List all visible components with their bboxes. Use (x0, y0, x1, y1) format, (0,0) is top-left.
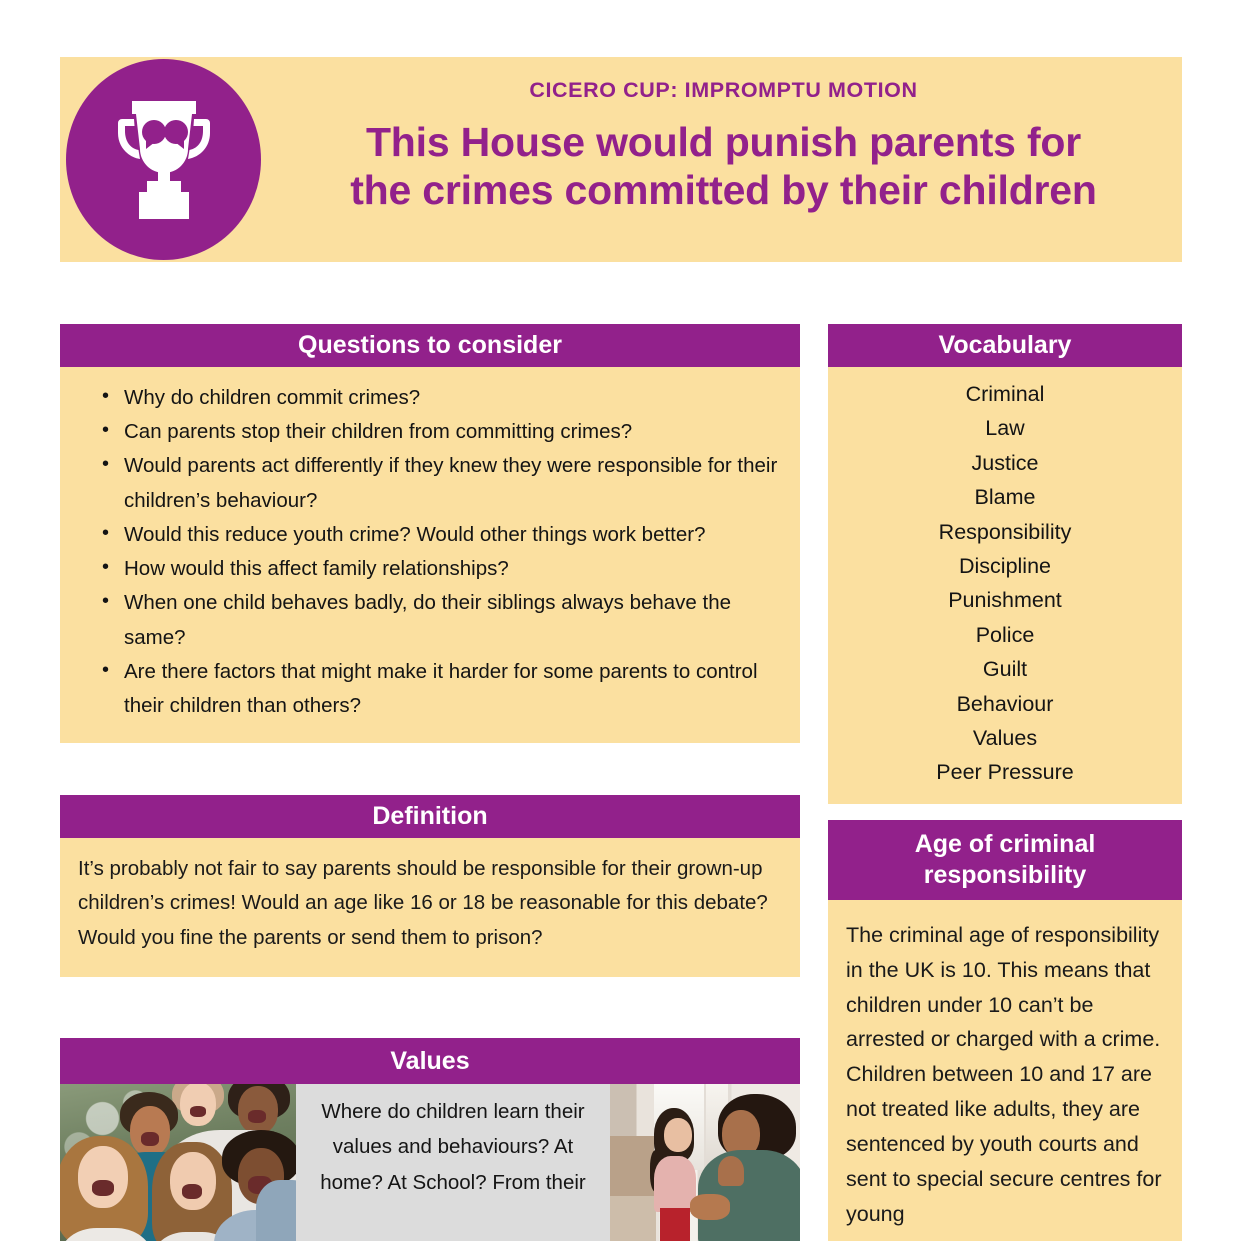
list-item: Law (985, 416, 1025, 441)
competition-eyebrow: CICERO CUP: IMPROMPTU MOTION (529, 78, 918, 102)
list-item: Values (972, 725, 1038, 750)
definition-panel-body: It’s probably not fair to say parents should be responsible for their grown-up children’s crimes! Would an age like 16 or 18 be reasonable for this debate? Would you fine the parents or send them to prison? (60, 838, 800, 977)
vocabulary-panel (828, 324, 1182, 804)
list-item: • When one child behaves badly, do their siblings always behave the same? (102, 586, 782, 654)
list-item: Police (975, 622, 1035, 647)
list-item: Criminal (965, 382, 1045, 406)
values-panel (60, 1038, 800, 1241)
vocabulary-panel-heading: Vocabulary (828, 324, 1182, 367)
definition-panel (60, 795, 800, 977)
age-panel-heading-line-1: Age of criminal (914, 829, 1096, 858)
list-item: Justice (971, 450, 1039, 475)
list-item: Discipline (958, 553, 1051, 578)
list-item: Responsibility (938, 519, 1072, 544)
list-item: Behaviour (956, 691, 1054, 716)
list-item: Peer Pressure (936, 760, 1074, 785)
page-title-line-1: This House would punish parents for (365, 118, 1082, 165)
values-question-text: Where do children learn their values and behaviours? At home? At School? From their (296, 1084, 610, 1241)
mother-talking-sternly-to-young-daughter-photo (610, 1084, 800, 1241)
trophy-with-speech-bubbles-icon (110, 101, 218, 219)
age-panel-heading (828, 820, 1182, 900)
questions-to-consider-panel (60, 324, 800, 743)
age-panel-heading-line-2: responsibility (923, 861, 1087, 889)
vocabulary-panel-body (828, 367, 1182, 804)
values-panel-body (60, 1084, 800, 1241)
list-item: • Can parents stop their children from committing crimes? (102, 415, 782, 449)
header-text-block (265, 57, 1182, 262)
list-item: Punishment (948, 588, 1062, 613)
list-item: • Why do children commit crimes? (102, 381, 782, 415)
definition-panel-heading: Definition (60, 795, 800, 838)
list-item: • How would this affect family relationships? (102, 552, 782, 586)
list-item: Blame (974, 485, 1036, 510)
list-item: • Would parents act differently if they knew they were responsible for their children’s behaviour? (102, 449, 782, 517)
list-item: • Are there factors that might make it harder for some parents to control their children than others? (102, 655, 782, 723)
group-of-laughing-teenagers-photo (60, 1084, 296, 1241)
age-of-criminal-responsibility-panel (828, 820, 1182, 1241)
questions-panel-heading: Questions to consider (60, 324, 800, 367)
questions-list (78, 381, 782, 723)
page-title-line-2: the crimes committed by their children (350, 166, 1097, 213)
list-item: • Would this reduce youth crime? Would other things work better? (102, 518, 782, 552)
page-title (330, 119, 1117, 215)
questions-panel-body (60, 367, 800, 743)
age-panel-body: The criminal age of responsibility in the UK is 10. This means that children under 10 can’t be arrested or charged with a crime. Children between 10 and 17 are not treated like adults, they are sentenced by youth courts and sent to special secure centres for young (828, 900, 1182, 1241)
values-panel-heading: Values (60, 1038, 800, 1084)
motion-header-banner (60, 57, 1182, 262)
trophy-badge (60, 57, 265, 262)
list-item: Guilt (982, 657, 1028, 682)
